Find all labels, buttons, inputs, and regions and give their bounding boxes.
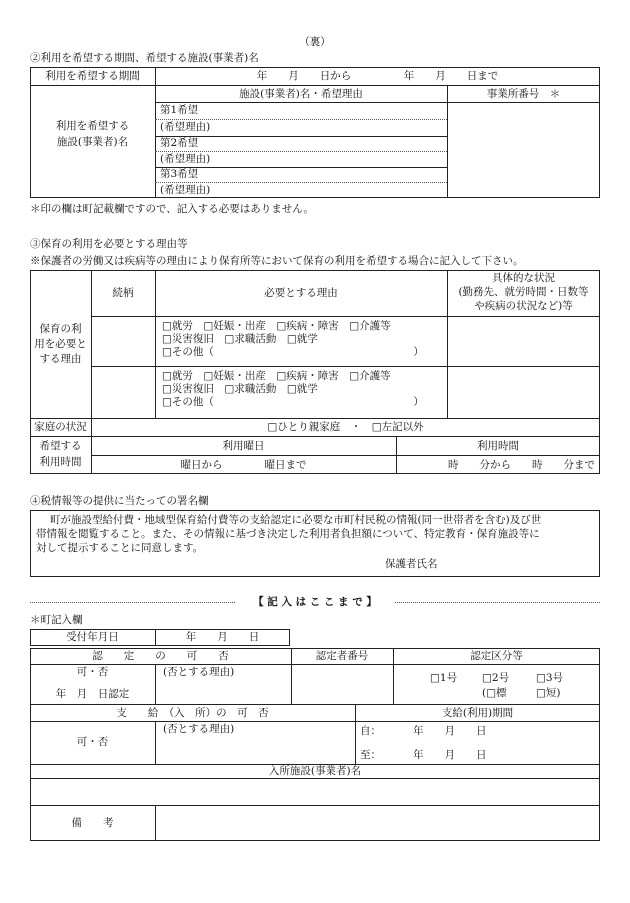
class-3-checkbox[interactable]: □3号 [536,672,564,684]
payment-yes-no[interactable]: 可・否 [76,736,109,748]
certification-class-header: 認定区分等 [470,649,523,662]
received-date-label: 受付年月日 [66,631,119,643]
period-from-label: 自： [360,725,381,737]
section3-title: ③保育の利用を必要とする理由等 [30,238,188,250]
reason-row1-line2[interactable]: □災害復旧 □求職活動 □就学 [162,333,318,345]
page-side-label: （裏） [299,36,331,48]
section2-title: ②利用を希望する期間、希望する施設(事業者)名 [30,52,259,64]
hour-field[interactable]: 時 分から 時 分まで [448,459,595,471]
divider-label: 【 記 入 は こ こ ま で 】 [253,596,377,608]
remarks-field[interactable] [156,806,599,840]
class-1-checkbox[interactable]: □1号 [430,672,458,684]
certification-date[interactable]: 年 月 日認定 [55,688,130,700]
side-label-line3: する理由 [39,353,82,365]
status-header-line3: や疾病の状況など)等 [474,300,573,312]
day-header: 利用曜日 [222,439,265,452]
choice-3-field[interactable]: 第3希望 [160,168,199,180]
reason-row1-line3[interactable]: □その他（ ） [162,346,424,358]
section2-note: ＊印の欄は町記載欄ですので、記入する必要はありません。 [30,203,314,215]
family-status-options[interactable]: □ひとり親家庭 ・ □左記以外 [267,420,424,433]
facility-label-line1: 利用を希望する [55,120,130,132]
reason-row2-line1[interactable]: □就労 □妊娠・出産 □疾病・障害 □介護等 [162,370,391,382]
certification-yes-no[interactable]: 可・否 [76,666,109,678]
certification-header: 認 定 の 可 否 [92,649,229,662]
reason-row2-line3[interactable]: □その他（ ） [162,396,424,408]
payment-header: 支 給 （入 所）の 可 否 [116,706,269,719]
remarks-label: 備 考 [71,816,114,829]
period-from-field[interactable]: 年 月 日 [413,725,487,737]
time-label-line1: 希望する [39,440,82,452]
facility-column-header: 施設(事業者)名・希望理由 [239,87,363,100]
period-label: 利用を希望する期間 [45,69,140,82]
choice-2-field[interactable]: 第2希望 [160,137,199,149]
family-status-label: 家庭の状況 [34,420,87,433]
consent-text-line3: 対して提示することに同意します。 [36,542,204,554]
period-to-label: 至： [360,749,381,761]
reason-header: 必要とする理由 [264,286,338,299]
admission-facility-header: 入所施設(事業者)名 [268,764,362,777]
choice-1-field[interactable]: 第1希望 [160,104,199,116]
hour-header: 利用時間 [477,439,519,452]
payment-period-header: 支給(利用)期間 [441,706,514,719]
received-date-field[interactable]: 年 月 日 [185,631,260,643]
divider-right [395,602,600,603]
short-checkbox[interactable]: □短) [536,687,561,699]
day-field[interactable]: 曜日から 曜日まで [180,458,307,471]
period-to-field[interactable]: 年 月 日 [413,749,487,761]
side-label-line1: 保育の利 [39,323,82,335]
reason-1-field[interactable]: (希望理由) [160,121,211,133]
divider-left [30,602,235,603]
section4-title: ④税情報等の提供に当たっての署名欄 [30,495,209,507]
reason-3-field[interactable]: (希望理由) [160,184,211,196]
certifier-number-header: 認定者番号 [315,649,369,662]
facility-label-line2: 施設(事業者)名 [56,136,129,148]
reason-row1-line1[interactable]: □就労 □妊娠・出産 □疾病・障害 □介護等 [162,320,391,332]
time-label-line2: 利用時間 [39,456,82,468]
admission-facility-field[interactable] [31,779,599,804]
section3-note: ※保護者の労働又は疾病等の理由により保育所等において保育の利用を希望する場合に記入して下さい。 [30,255,524,267]
reason-row2-line2[interactable]: □災害復旧 □求職活動 □就学 [162,383,318,395]
certification-deny-reason[interactable]: (否とする理由) [163,666,235,678]
period-field[interactable]: 年 月 日から 年 月 日まで [256,69,499,82]
status-header-line2: (勤務先、就労時間・日数等 [458,286,589,298]
reason-2-field[interactable]: (希望理由) [160,153,211,165]
payment-deny-reason[interactable]: (否とする理由) [163,723,235,735]
class-2-checkbox[interactable]: □2号 [482,672,510,684]
status-header-line1: 具体的な状況 [492,272,555,284]
office-number-header: 事業所番号 ＊ [486,87,561,100]
consent-text-line1: 町が施設型給付費・地域型保育給付費等の支給認定に必要な市町村民税の情報(同一世帯者を含む)及び世 [50,514,542,526]
standard-checkbox[interactable]: (□標 [482,687,507,699]
office-section-title: ＊町記入欄 [30,614,83,626]
consent-text-line2: 帯情報を閲覧すること。また、その情報に基づき決定した利用者負担額について、特定教育・保育施設等に [36,528,540,540]
relation-header: 続柄 [112,286,134,299]
guardian-signature-field[interactable]: 保護者氏名 [385,558,438,570]
side-label-line2: 用を必要と [34,338,87,350]
